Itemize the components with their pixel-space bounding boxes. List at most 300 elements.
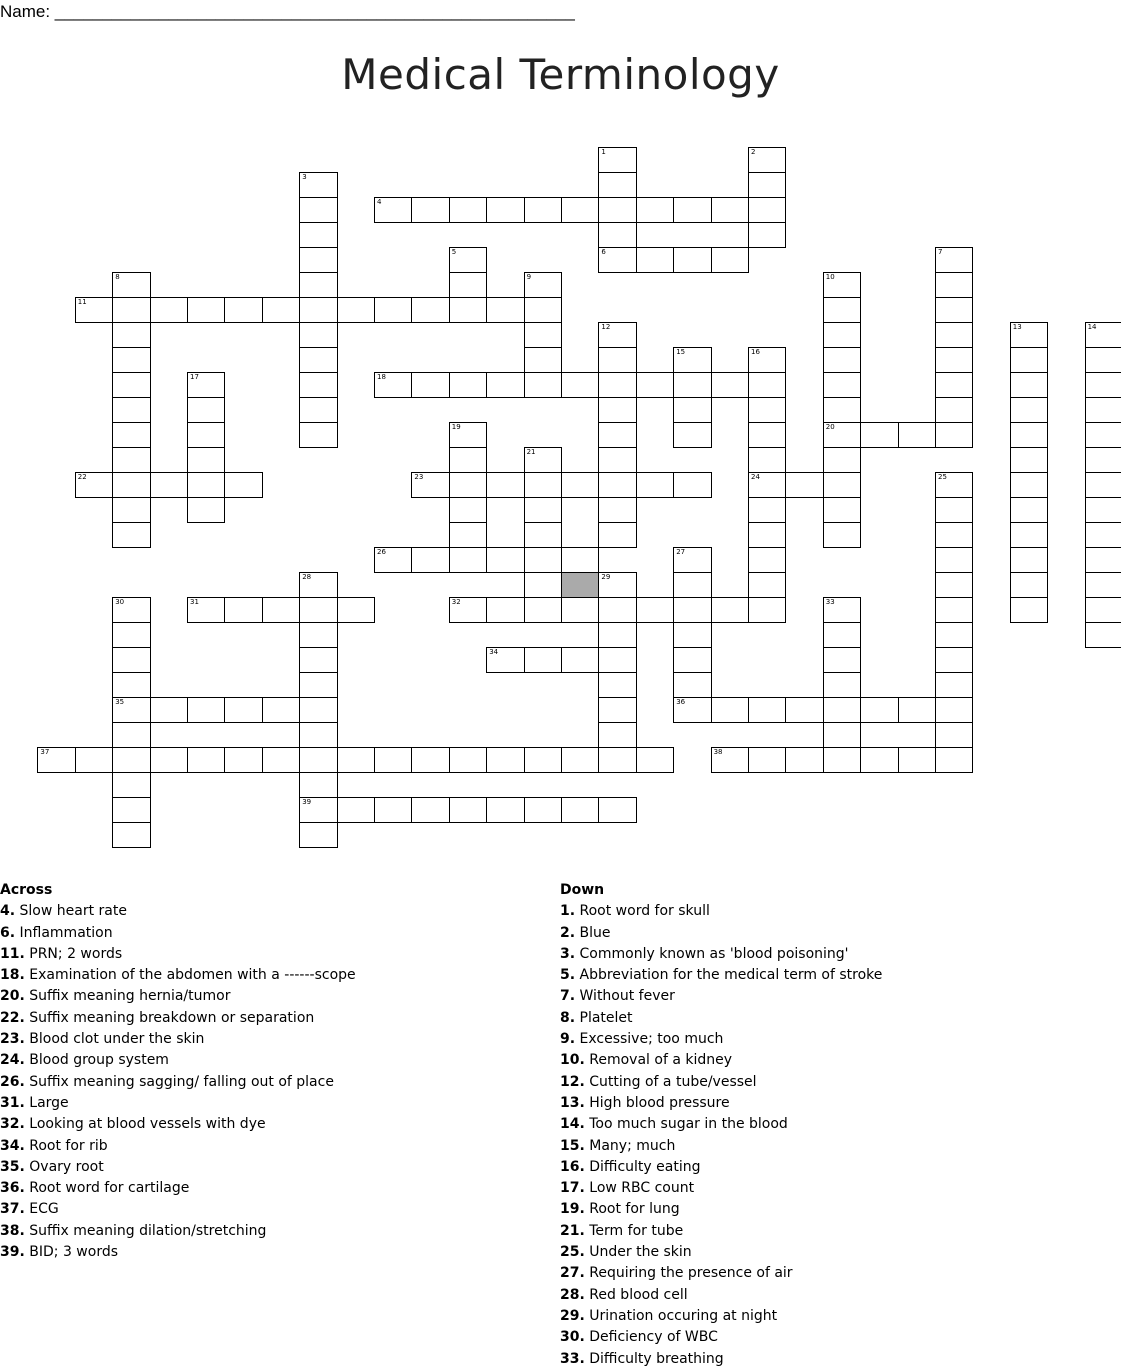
grid-cell[interactable] [935,297,973,323]
grid-cell[interactable] [411,472,449,498]
grid-cell[interactable] [37,747,75,773]
grid-cell[interactable] [1010,372,1048,398]
grid-cell[interactable] [449,747,487,773]
grid-cell[interactable] [823,272,861,298]
grid-cell[interactable] [374,797,412,823]
grid-cell[interactable] [524,472,562,498]
grid-cell[interactable] [224,297,262,323]
clue-number: 23 [414,473,424,481]
clue-text: Ovary root [24,1158,104,1175]
grid-cell[interactable] [411,372,449,398]
grid-cell[interactable] [748,447,786,473]
grid-cell[interactable] [711,372,749,398]
grid-cell[interactable] [112,372,150,398]
grid-cell[interactable] [673,372,711,398]
grid-cell[interactable] [112,447,150,473]
grid-cell[interactable] [748,422,786,448]
grid-cell[interactable] [823,622,861,648]
grid-cell[interactable] [711,247,749,273]
down-clue [560,1263,882,1284]
clue-number-label: 24. [0,1052,25,1069]
grid-cell[interactable] [337,597,375,623]
grid-cell[interactable] [673,197,711,223]
clue-text: ECG [24,1201,59,1218]
grid-cell[interactable] [598,447,636,473]
clue-text: Slow heart rate [15,903,127,920]
grid-cell[interactable] [112,497,150,523]
grid-cell[interactable] [598,397,636,423]
grid-cell[interactable] [299,597,337,623]
grid-cell[interactable] [823,447,861,473]
grid-cell[interactable] [823,747,861,773]
grid-cell[interactable] [785,472,823,498]
clue-number: 32 [451,598,461,606]
grid-cell[interactable] [673,347,711,373]
grid-cell[interactable] [636,747,674,773]
grid-cell[interactable] [636,197,674,223]
grid-cell[interactable] [524,447,562,473]
grid-cell[interactable] [598,497,636,523]
grid-cell[interactable] [1010,422,1048,448]
grid-cell[interactable] [486,597,524,623]
grid-cell[interactable] [187,497,225,523]
grid-cell[interactable] [673,422,711,448]
grid-cell[interactable] [187,697,225,723]
grid-cell[interactable] [524,647,562,673]
grid-cell[interactable] [1010,497,1048,523]
grid-cell[interactable] [299,422,337,448]
grid-cell[interactable] [935,247,973,273]
grid-cell[interactable] [1010,572,1048,598]
grid-cell[interactable] [935,722,973,748]
grid-cell[interactable] [486,797,524,823]
grid-cell[interactable] [524,497,562,523]
down-clue [560,965,882,986]
grid-cell[interactable] [823,422,861,448]
grid-cell[interactable] [636,372,674,398]
grid-cell[interactable] [598,197,636,223]
grid-cell[interactable] [449,247,487,273]
clue-text: Without fever [575,988,675,1005]
clue-text: Under the skin [584,1244,692,1261]
grid-cell[interactable] [187,597,225,623]
grid-cell[interactable] [636,597,674,623]
grid-cell[interactable] [299,397,337,423]
grid-cell[interactable] [449,497,487,523]
grid-cell[interactable] [299,247,337,273]
grid-cell[interactable] [636,472,674,498]
grid-cell[interactable] [524,522,562,548]
grid-cell[interactable] [449,547,487,573]
grid-cell[interactable] [598,597,636,623]
grid-cell[interactable] [112,522,150,548]
clue-number-label: 28. [560,1286,585,1303]
grid-cell[interactable] [112,822,150,848]
grid-cell[interactable] [673,672,711,698]
grid-cell[interactable] [711,597,749,623]
grid-cell[interactable] [449,297,487,323]
grid-cell[interactable] [299,172,337,198]
grid-cell[interactable] [374,547,412,573]
across-clue [0,1072,356,1093]
grid-cell[interactable] [299,672,337,698]
grid-cell[interactable] [1085,622,1121,648]
clue-text: Many; much [584,1137,676,1154]
grid-cell[interactable] [449,797,487,823]
grid-cell[interactable] [112,422,150,448]
grid-cell[interactable] [935,372,973,398]
grid-cell[interactable] [823,347,861,373]
grid-cell[interactable] [486,297,524,323]
grid-cell[interactable] [598,622,636,648]
grid-cell[interactable] [898,422,936,448]
grid-cell[interactable] [935,622,973,648]
grid-cell[interactable] [411,547,449,573]
grid-cell[interactable] [1010,547,1048,573]
grid-cell[interactable] [187,747,225,773]
grid-cell[interactable] [748,697,786,723]
grid-cell[interactable] [524,322,562,348]
grid-cell[interactable] [1010,472,1048,498]
grid-cell[interactable] [299,772,337,798]
grid-cell[interactable] [1085,597,1121,623]
grid-cell[interactable] [1010,597,1048,623]
grid-cell[interactable] [673,547,711,573]
grid-cell[interactable] [75,297,113,323]
clue-number-label: 36. [0,1180,25,1197]
grid-cell[interactable] [524,197,562,223]
grid-cell[interactable] [411,797,449,823]
grid-cell[interactable] [935,572,973,598]
grid-cell[interactable] [673,572,711,598]
grid-cell[interactable] [1010,347,1048,373]
grid-cell[interactable] [711,197,749,223]
grid-cell[interactable] [187,297,225,323]
grid-cell[interactable] [449,197,487,223]
clue-number-label: 23. [0,1031,25,1048]
grid-cell[interactable] [823,522,861,548]
across-clue [0,1221,356,1242]
clue-text: Abbreviation for the medical term of stroke [575,967,883,984]
grid-cell[interactable] [112,322,150,348]
grid-cell[interactable] [1010,447,1048,473]
grid-cell[interactable] [785,697,823,723]
grid-cell[interactable] [224,597,262,623]
grid-cell[interactable] [112,772,150,798]
grid-cell[interactable] [636,247,674,273]
grid-cell[interactable] [748,222,786,248]
grid-cell[interactable] [748,372,786,398]
grid-cell[interactable] [1085,547,1121,573]
grid-cell[interactable] [673,397,711,423]
grid-cell[interactable] [898,747,936,773]
clue-number: 14 [1087,323,1097,331]
grid-cell[interactable] [112,397,150,423]
grid-cell[interactable] [935,322,973,348]
grid-cell[interactable] [598,422,636,448]
grid-cell[interactable] [337,747,375,773]
grid-cell[interactable] [112,647,150,673]
grid-cell[interactable] [598,147,636,173]
grid-cell[interactable] [449,522,487,548]
grid-cell[interactable] [299,272,337,298]
grid-cell[interactable] [598,322,636,348]
grid-cell[interactable] [299,322,337,348]
grid-cell[interactable] [411,747,449,773]
grid-cell[interactable] [860,697,898,723]
grid-cell[interactable] [449,472,487,498]
grid-cell[interactable] [1085,322,1121,348]
clue-number-label: 37. [0,1201,25,1218]
grid-cell[interactable] [673,472,711,498]
grid-cell[interactable] [524,597,562,623]
grid-cell[interactable] [299,622,337,648]
grid-cell[interactable] [1085,472,1121,498]
grid-cell[interactable] [748,522,786,548]
grid-cell[interactable] [748,147,786,173]
grid-cell[interactable] [374,297,412,323]
grid-cell[interactable] [598,172,636,198]
grid-cell[interactable] [561,472,599,498]
grid-cell[interactable] [524,572,562,598]
grid-cell[interactable] [823,472,861,498]
grid-cell[interactable] [112,472,150,498]
grid-cell[interactable] [935,747,973,773]
grid-cell[interactable] [524,547,562,573]
grid-cell[interactable] [486,472,524,498]
grid-cell[interactable] [299,372,337,398]
grid-cell[interactable] [262,747,300,773]
grid-cell[interactable] [150,747,188,773]
grid-cell[interactable] [75,747,113,773]
grid-cell[interactable] [823,647,861,673]
grid-cell[interactable] [561,197,599,223]
grid-cell[interactable] [598,247,636,273]
grid-cell[interactable] [112,672,150,698]
grid-cell[interactable] [337,297,375,323]
grid-cell[interactable] [748,172,786,198]
grid-cell[interactable] [411,197,449,223]
grid-cell[interactable] [748,547,786,573]
clue-text: Root for lung [584,1201,680,1218]
grid-cell[interactable] [898,697,936,723]
grid-cell[interactable] [823,397,861,423]
grid-cell[interactable] [299,647,337,673]
grid-cell[interactable] [1085,347,1121,373]
grid-cell[interactable] [524,372,562,398]
grid-cell[interactable] [486,647,524,673]
grid-cell[interactable] [449,272,487,298]
grid-cell[interactable] [823,322,861,348]
clue-text: Blood group system [24,1052,169,1069]
grid-cell[interactable] [112,347,150,373]
grid-cell[interactable] [598,697,636,723]
grid-cell[interactable] [374,197,412,223]
grid-cell[interactable] [112,722,150,748]
clue-text: Suffix meaning breakdown or separation [24,1009,315,1026]
grid-cell[interactable] [823,697,861,723]
grid-cell[interactable] [711,747,749,773]
grid-cell[interactable] [935,597,973,623]
grid-cell[interactable] [748,572,786,598]
grid-cell[interactable] [1085,572,1121,598]
grid-cell[interactable] [187,372,225,398]
grid-cell[interactable] [935,472,973,498]
grid-cell[interactable] [299,722,337,748]
grid-cell[interactable] [785,747,823,773]
clue-number-label: 4. [0,903,16,920]
grid-cell[interactable] [561,547,599,573]
grid-cell[interactable] [224,697,262,723]
grid-cell[interactable] [935,422,973,448]
grid-cell[interactable] [935,547,973,573]
grid-cell[interactable] [598,372,636,398]
grid-cell[interactable] [449,447,487,473]
grid-cell[interactable] [561,597,599,623]
grid-cell[interactable] [187,422,225,448]
grid-cell[interactable] [150,697,188,723]
grid-cell[interactable] [935,647,973,673]
grid-cell[interactable] [299,797,337,823]
grid-cell[interactable] [112,797,150,823]
grid-cell[interactable] [449,422,487,448]
grid-cell[interactable] [748,347,786,373]
grid-cell[interactable] [224,747,262,773]
grid-cell[interactable] [673,647,711,673]
grid-cell[interactable] [299,197,337,223]
grid-cell[interactable] [673,247,711,273]
grid-cell[interactable] [112,597,150,623]
grid-cell[interactable] [823,297,861,323]
grid-cell[interactable] [524,347,562,373]
grid-cell[interactable] [112,747,150,773]
grid-cell[interactable] [1010,522,1048,548]
grid-cell[interactable] [374,372,412,398]
grid-cell[interactable] [299,297,337,323]
grid-cell[interactable] [598,747,636,773]
grid-cell[interactable] [860,747,898,773]
grid-cell[interactable] [299,747,337,773]
grid-cell[interactable] [449,597,487,623]
grid-cell[interactable] [112,622,150,648]
grid-cell[interactable] [748,397,786,423]
grid-cell[interactable] [337,797,375,823]
grid-cell[interactable] [823,597,861,623]
grid-cell[interactable] [748,472,786,498]
grid-cell[interactable] [299,572,337,598]
grid-cell[interactable] [486,372,524,398]
grid-cell[interactable] [486,747,524,773]
grid-cell[interactable] [187,472,225,498]
grid-cell[interactable] [262,297,300,323]
grid-cell[interactable] [860,422,898,448]
grid-cell[interactable] [486,197,524,223]
grid-cell[interactable] [823,497,861,523]
grid-cell[interactable] [935,697,973,723]
grid-cell[interactable] [598,672,636,698]
grid-cell[interactable] [262,697,300,723]
grid-cell[interactable] [112,297,150,323]
grid-cell[interactable] [524,747,562,773]
grid-cell[interactable] [935,347,973,373]
grid-cell[interactable] [598,472,636,498]
grid-cell[interactable] [823,672,861,698]
clue-number: 12 [601,323,611,331]
grid-cell[interactable] [1085,447,1121,473]
grid-cell[interactable] [598,797,636,823]
grid-cell[interactable] [524,272,562,298]
grid-cell[interactable] [187,397,225,423]
grid-cell[interactable] [748,497,786,523]
grid-cell[interactable] [598,647,636,673]
grid-cell[interactable] [935,397,973,423]
grid-cell[interactable] [711,697,749,723]
grid-cell[interactable] [150,472,188,498]
grid-cell[interactable] [748,597,786,623]
grid-cell[interactable] [1085,372,1121,398]
grid-cell[interactable] [112,272,150,298]
grid-cell[interactable] [1085,497,1121,523]
grid-cell[interactable] [187,447,225,473]
grid-cell[interactable] [75,472,113,498]
grid-cell[interactable] [224,472,262,498]
grid-cell[interactable] [1010,322,1048,348]
grid-cell[interactable] [598,522,636,548]
clue-text: Root word for skull [575,903,710,920]
grid-cell[interactable] [598,347,636,373]
grid-cell[interactable] [673,597,711,623]
grid-cell[interactable] [748,747,786,773]
grid-cell[interactable] [486,547,524,573]
grid-cell[interactable] [561,372,599,398]
grid-cell[interactable] [524,797,562,823]
grid-cell[interactable] [823,722,861,748]
grid-cell[interactable] [299,822,337,848]
grid-cell[interactable] [561,647,599,673]
grid-cell[interactable] [561,797,599,823]
clue-number-label: 12. [560,1073,585,1090]
grid-cell[interactable] [1085,422,1121,448]
grid-cell[interactable] [262,597,300,623]
grid-cell[interactable] [598,572,636,598]
grid-cell[interactable] [1085,522,1121,548]
grid-cell[interactable] [299,697,337,723]
grid-cell[interactable] [823,372,861,398]
grid-cell[interactable] [299,347,337,373]
clue-number: 11 [77,298,87,306]
grid-cell[interactable] [935,522,973,548]
grid-cell[interactable] [524,297,562,323]
grid-cell[interactable] [598,222,636,248]
grid-cell[interactable] [598,722,636,748]
grid-cell[interactable] [112,697,150,723]
grid-cell[interactable] [673,622,711,648]
grid-cell[interactable] [411,297,449,323]
grid-cell[interactable] [561,747,599,773]
grid-cell[interactable] [748,197,786,223]
grid-cell[interactable] [150,297,188,323]
grid-cell[interactable] [673,697,711,723]
grid-cell[interactable] [935,497,973,523]
clue-number: 33 [825,598,835,606]
grid-cell[interactable] [1010,397,1048,423]
grid-cell[interactable] [299,222,337,248]
grid-cell[interactable] [449,372,487,398]
grid-cell[interactable] [935,672,973,698]
grid-cell[interactable] [374,747,412,773]
grid-cell[interactable] [1085,397,1121,423]
grid-cell[interactable] [935,272,973,298]
